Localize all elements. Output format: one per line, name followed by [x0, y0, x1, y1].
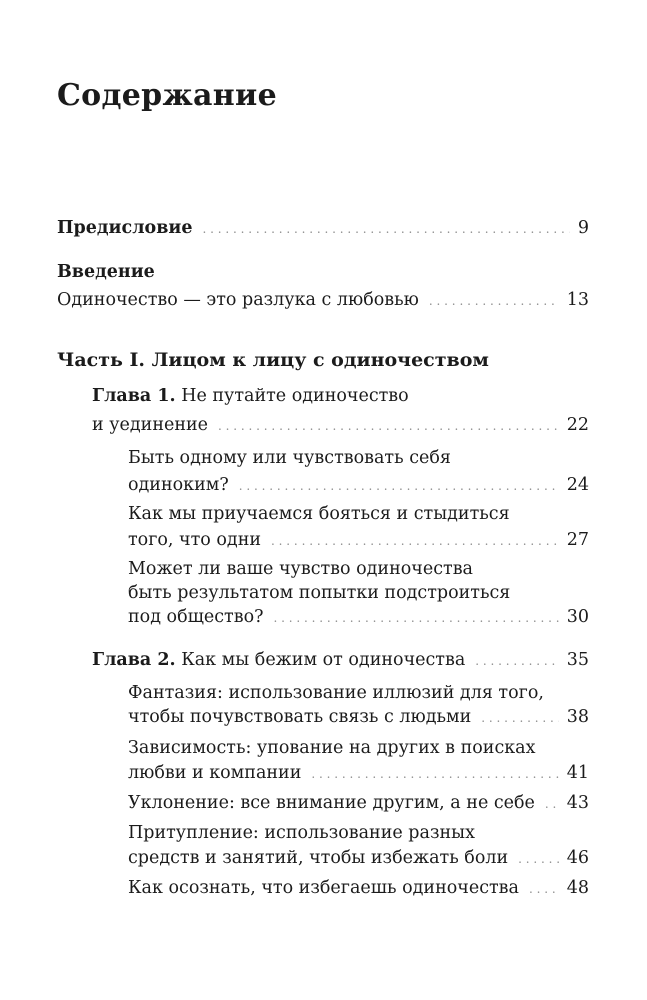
toc-entry-label: Уклонение: все внимание другим, а не себе: [128, 793, 535, 813]
toc-section-line: Притупление: использование разных: [128, 823, 475, 843]
chapter-title: Как мы бежим от одиночества: [181, 650, 466, 670]
page-number: 46: [566, 848, 589, 868]
chapter-number: Глава 2.: [92, 650, 176, 670]
toc-entry-section[interactable]: [128, 848, 589, 869]
leader-dots: [202, 219, 569, 239]
leader-dots: [239, 476, 559, 496]
toc-entry-label: средств и занятий, чтобы избежать боли: [128, 848, 509, 868]
page-number: 27: [566, 530, 589, 550]
page-number: 9: [577, 218, 589, 238]
toc-section-line: Может ли ваше чувство одиночества: [128, 559, 473, 579]
toc-heading-intro: Введение: [57, 262, 155, 282]
page-number: 24: [566, 475, 589, 495]
toc-entry-label: Предисловие: [57, 218, 193, 238]
toc-entry-section[interactable]: [128, 475, 589, 496]
toc-entry-section[interactable]: [128, 607, 589, 628]
chapter-number: Глава 1.: [92, 386, 176, 406]
toc-chapter-1-title[interactable]: [92, 386, 409, 406]
leader-dots: [518, 849, 559, 869]
page-title: Содержание: [57, 78, 277, 113]
leader-dots: [429, 291, 559, 311]
leader-dots: [481, 708, 558, 728]
toc-entry-section[interactable]: [128, 530, 589, 551]
toc-entry-chapter-2[interactable]: [92, 650, 589, 671]
toc-entry-label: одиноким?: [128, 475, 229, 495]
toc-entry-label: и уединение: [92, 415, 209, 435]
toc-entry-label: любви и компании: [128, 763, 302, 783]
leader-dots: [218, 416, 559, 436]
leader-dots: [311, 764, 558, 784]
page-number: 38: [566, 707, 589, 727]
toc-section-line: Как мы приучаемся бояться и стыдиться: [128, 504, 510, 524]
toc-entry-section[interactable]: [128, 763, 589, 784]
toc-section-line: Быть одному или чувствовать себя: [128, 448, 451, 468]
toc-section-line: быть результатом попытки подстроиться: [128, 583, 511, 603]
toc-entry-section[interactable]: [128, 707, 589, 728]
toc-entry-label: того, что одни: [128, 530, 262, 550]
page-number: 35: [566, 650, 589, 670]
toc-entry-label: [92, 650, 465, 670]
leader-dots: [271, 531, 559, 551]
toc-entry-section[interactable]: [128, 793, 589, 814]
toc-entry-chapter-1[interactable]: [92, 415, 589, 436]
page-number: 13: [566, 290, 589, 310]
toc-entry-label: Как осознать, что избегаешь одиночества: [128, 878, 519, 898]
toc-entry-label: под общество?: [128, 607, 264, 627]
toc-entry-section[interactable]: [128, 878, 589, 899]
toc-entry-preface[interactable]: [57, 218, 589, 239]
toc-entry-label: чтобы почувствовать связь с людьми: [128, 707, 472, 727]
toc-part-1: Часть I. Лицом к лицу с одиночеством: [57, 349, 489, 371]
page-number: 22: [566, 415, 589, 435]
toc-entry-intro[interactable]: [57, 290, 589, 311]
page-number: 43: [566, 793, 589, 813]
toc-section-line: Зависимость: упование на других в поисках: [128, 738, 536, 758]
leader-dots: [545, 794, 559, 814]
leader-dots: [475, 651, 558, 671]
page-number: 30: [566, 607, 589, 627]
page-number: 41: [566, 763, 589, 783]
page-number: 48: [566, 878, 589, 898]
leader-dots: [274, 608, 559, 628]
leader-dots: [529, 879, 559, 899]
toc-entry-label: Одиночество — это разлука с любовью: [57, 290, 419, 310]
chapter-title: Не путайте одиночество: [181, 386, 409, 406]
toc-section-line: Фантазия: использование иллюзий для того,: [128, 683, 544, 703]
